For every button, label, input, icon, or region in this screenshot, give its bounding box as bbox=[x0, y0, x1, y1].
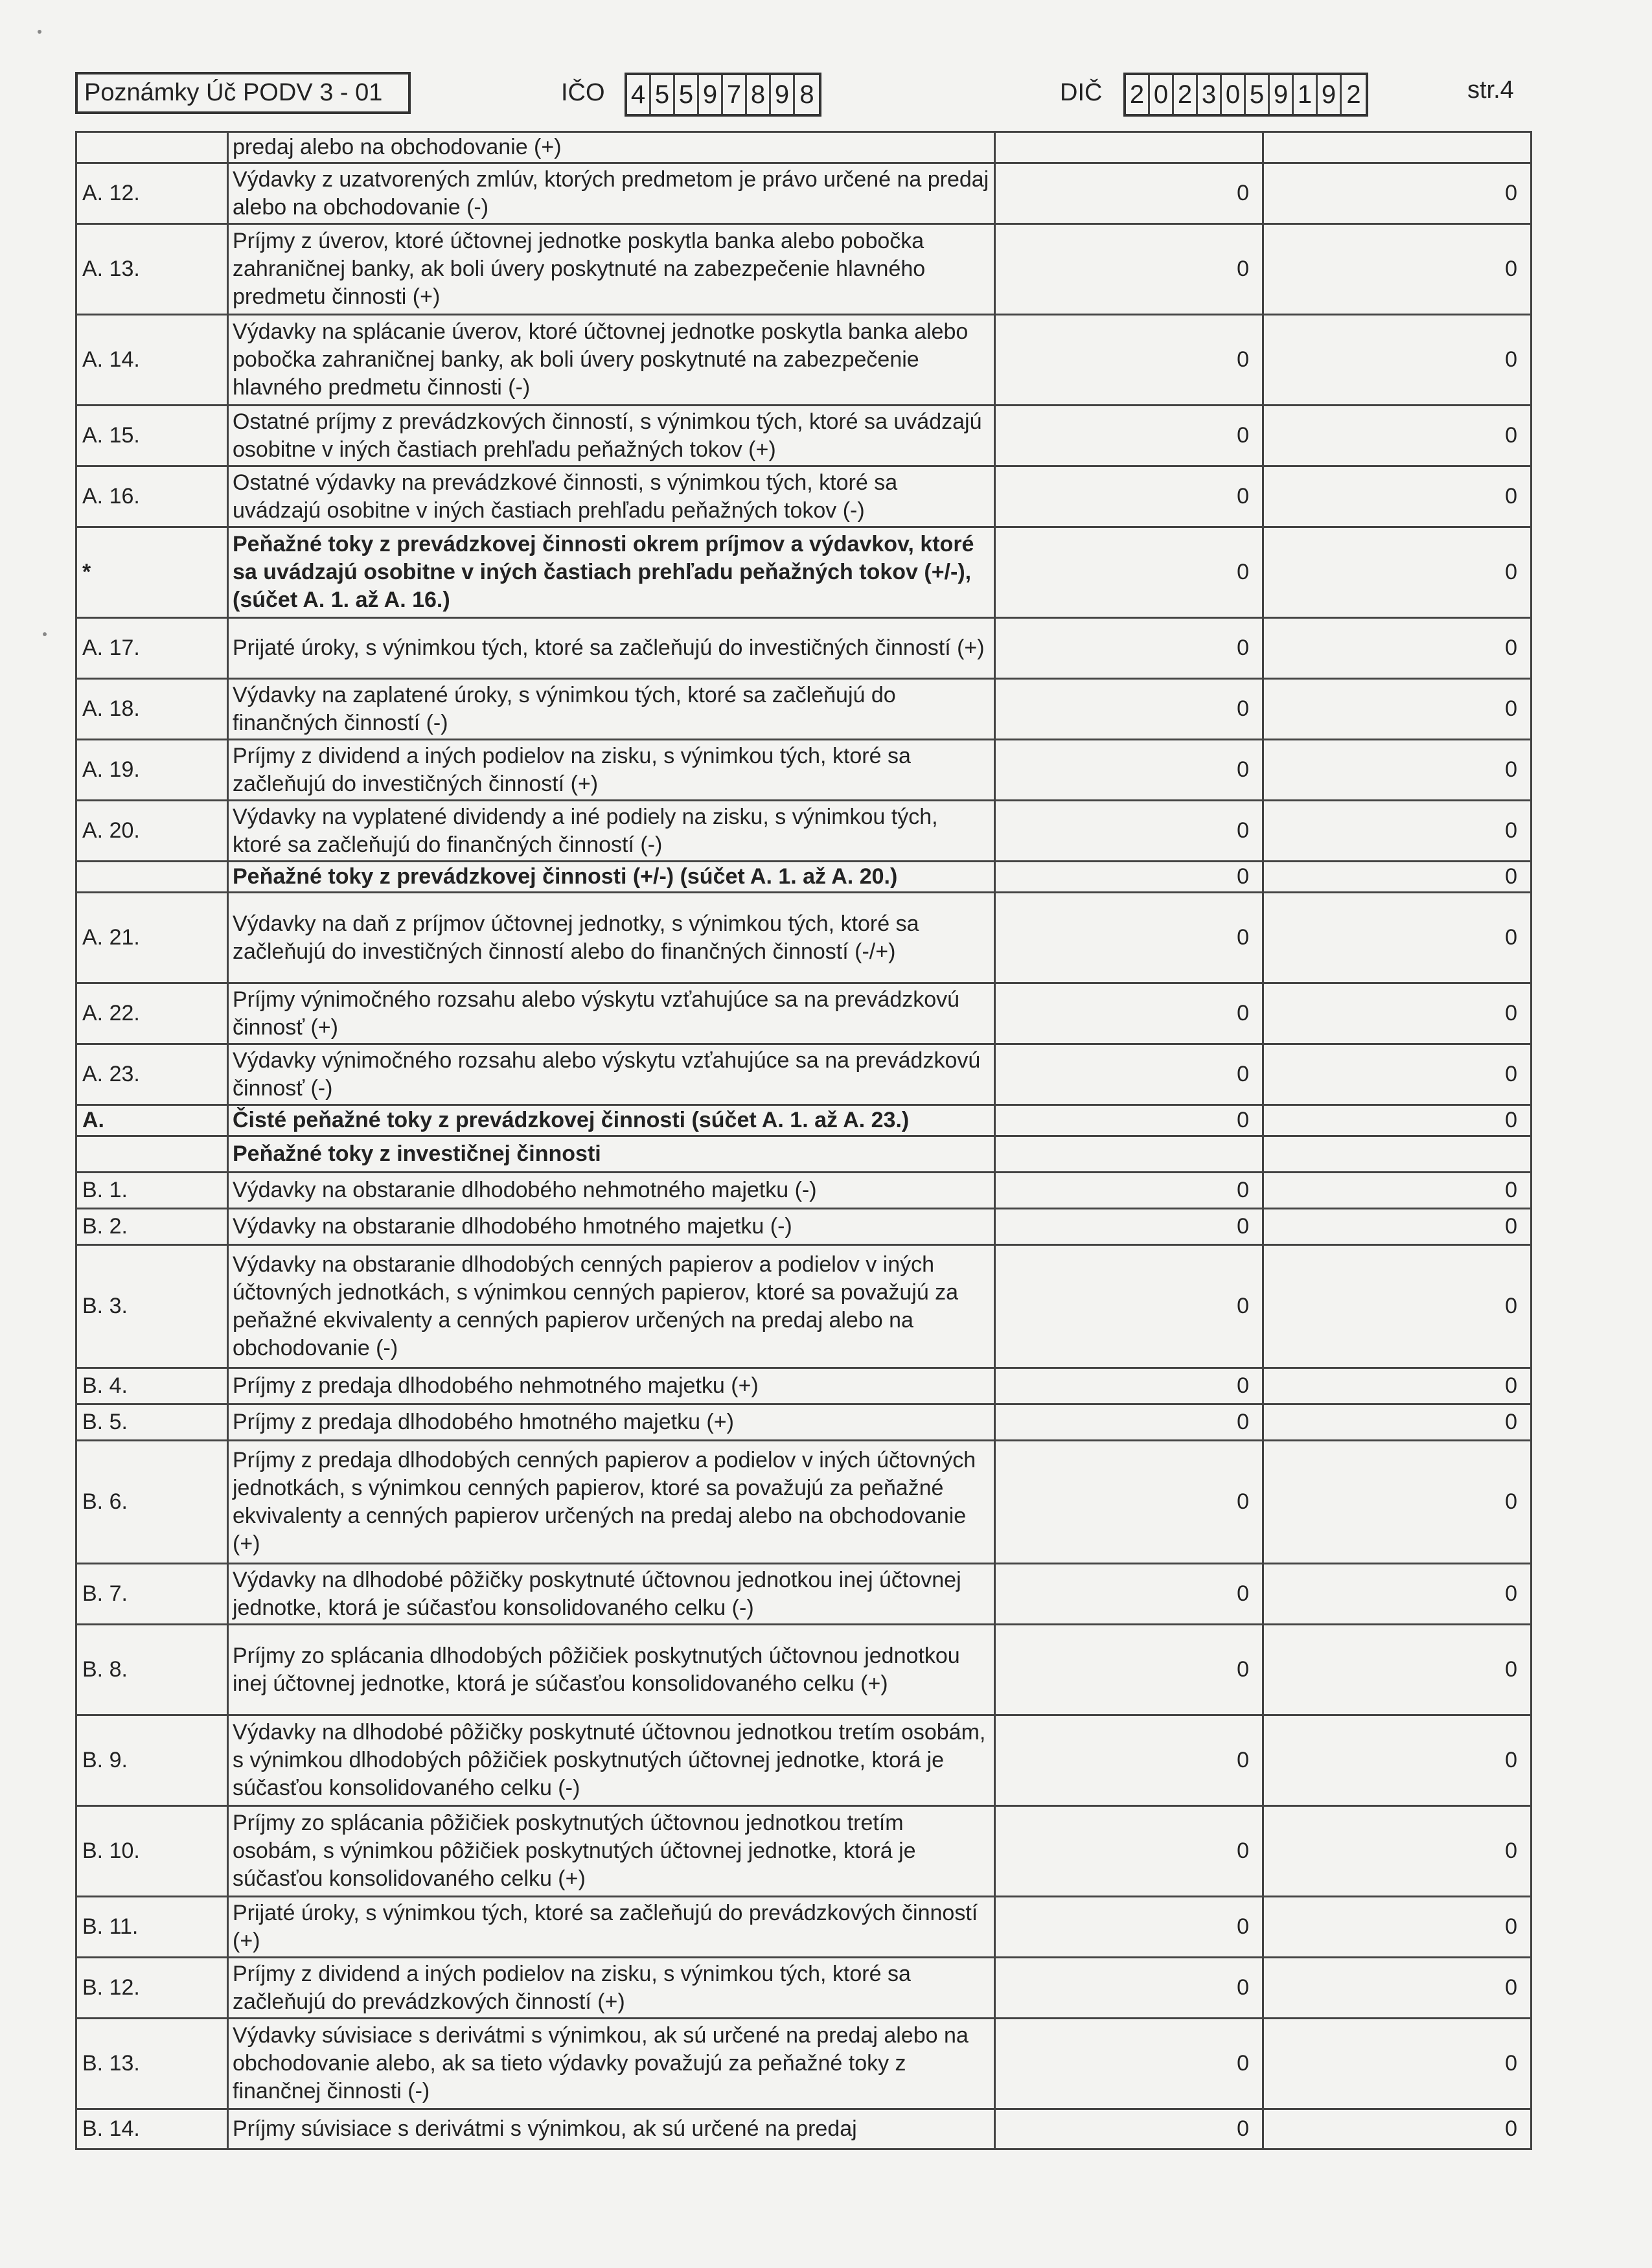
row-value-current: 0 bbox=[995, 224, 1263, 315]
row-value-current: 0 bbox=[995, 1958, 1263, 2019]
row-value-previous: 0 bbox=[1263, 862, 1532, 893]
row-value-current bbox=[995, 1136, 1263, 1173]
table-row bbox=[76, 1441, 1532, 1564]
row-value-current: 0 bbox=[995, 1404, 1263, 1441]
row-description: Prijaté úroky, s výnimkou tých, ktoré sa začleňujú do prevádzkových činností (+) bbox=[228, 1897, 995, 1958]
row-value-current: 0 bbox=[995, 1625, 1263, 1715]
row-value-current: 0 bbox=[995, 1209, 1263, 1245]
table-row bbox=[76, 983, 1532, 1044]
row-description: Výdavky výnimočného rozsahu alebo výskytu vzťahujúce sa na prevádzkovú činnosť (-) bbox=[228, 1044, 995, 1105]
row-value-current: 0 bbox=[995, 1044, 1263, 1105]
ico-label: IČO bbox=[561, 79, 605, 106]
digit-cell: 1 bbox=[1294, 75, 1318, 114]
digit-cell: 2 bbox=[1126, 75, 1150, 114]
row-description: Peňažné toky z prevádzkovej činnosti (+/-) (súčet A. 1. až A. 20.) bbox=[228, 862, 995, 893]
table-row bbox=[76, 1136, 1532, 1173]
row-value-previous: 0 bbox=[1263, 1897, 1532, 1958]
table-row bbox=[76, 163, 1532, 224]
row-description: Príjmy zo splácania pôžičiek poskytnutých účtovnou jednotkou tretím osobám, s výnimkou pôžičiek poskytnutých účtovnej jednotke, ktorá je súčasťou konsolidovaného celku (+) bbox=[228, 1806, 995, 1897]
row-value-current: 0 bbox=[995, 893, 1263, 983]
row-description: Výdavky na obstaranie dlhodobého nehmotného majetku (-) bbox=[228, 1173, 995, 1209]
row-code: B. 12. bbox=[76, 1958, 228, 2019]
row-value-previous: 0 bbox=[1263, 1715, 1532, 1806]
row-description: Výdavky na vyplatené dividendy a iné podiely na zisku, s výnimkou tých, ktoré sa začleňujú do finančných činností (-) bbox=[228, 801, 995, 862]
table-row bbox=[76, 2109, 1532, 2149]
digit-cell: 0 bbox=[1222, 75, 1246, 114]
table-row bbox=[76, 1245, 1532, 1368]
row-value-previous: 0 bbox=[1263, 1105, 1532, 1136]
row-value-current: 0 bbox=[995, 466, 1263, 527]
table-row bbox=[76, 1105, 1532, 1136]
row-value-previous: 0 bbox=[1263, 983, 1532, 1044]
row-value-current: 0 bbox=[995, 315, 1263, 406]
row-code: A. 12. bbox=[76, 163, 228, 224]
row-value-previous: 0 bbox=[1263, 740, 1532, 801]
row-code: B. 10. bbox=[76, 1806, 228, 1897]
dic-digit-box bbox=[1123, 73, 1368, 117]
row-code bbox=[76, 862, 228, 893]
row-description: Prijaté úroky, s výnimkou tých, ktoré sa začleňujú do investičných činností (+) bbox=[228, 618, 995, 679]
table-row bbox=[76, 315, 1532, 406]
row-code bbox=[76, 1136, 228, 1173]
row-value-current: 0 bbox=[995, 1806, 1263, 1897]
digit-cell: 8 bbox=[747, 75, 771, 114]
row-value-current: 0 bbox=[995, 618, 1263, 679]
row-code: B. 14. bbox=[76, 2109, 228, 2149]
row-value-current: 0 bbox=[995, 163, 1263, 224]
row-code: B. 11. bbox=[76, 1897, 228, 1958]
row-description: Výdavky na dlhodobé pôžičky poskytnuté účtovnou jednotkou tretím osobám, s výnimkou dlhodobých pôžičiek poskytnutých účtovnej jednotke, ktorá je súčasťou konsolidovaného celku (-) bbox=[228, 1715, 995, 1806]
row-value-previous: 0 bbox=[1263, 315, 1532, 406]
form-title: Poznámky Úč PODV 3 - 01 bbox=[75, 72, 411, 114]
row-value-previous: 0 bbox=[1263, 2109, 1532, 2149]
row-description: Výdavky na splácanie úverov, ktoré účtovnej jednotke poskytla banka alebo pobočka zahraničnej banky, ak boli úvery poskytnuté na zabezpečenie hlavného predmetu činnosti (-) bbox=[228, 315, 995, 406]
row-value-current: 0 bbox=[995, 1245, 1263, 1368]
row-value-current: 0 bbox=[995, 740, 1263, 801]
table-row bbox=[76, 1209, 1532, 1245]
page-number: str.4 bbox=[1467, 76, 1514, 104]
table-row bbox=[76, 618, 1532, 679]
row-value-previous: 0 bbox=[1263, 466, 1532, 527]
row-value-previous bbox=[1263, 1136, 1532, 1173]
row-description: Príjmy z úverov, ktoré účtovnej jednotke poskytla banka alebo pobočka zahraničnej banky, ak boli úvery poskytnuté na zabezpečenie hlavného predmetu činnosti (+) bbox=[228, 224, 995, 315]
table-row bbox=[76, 740, 1532, 801]
row-value-previous: 0 bbox=[1263, 1625, 1532, 1715]
table-row bbox=[76, 1404, 1532, 1441]
row-value-previous: 0 bbox=[1263, 224, 1532, 315]
table-row bbox=[76, 527, 1532, 618]
row-value-previous bbox=[1263, 132, 1532, 163]
row-code: A. 21. bbox=[76, 893, 228, 983]
digit-cell: 0 bbox=[1150, 75, 1174, 114]
row-code: B. 7. bbox=[76, 1564, 228, 1625]
row-value-previous: 0 bbox=[1263, 893, 1532, 983]
table-row bbox=[76, 1715, 1532, 1806]
table-row bbox=[76, 1806, 1532, 1897]
table-row bbox=[76, 1625, 1532, 1715]
row-code: B. 8. bbox=[76, 1625, 228, 1715]
row-code: A. 20. bbox=[76, 801, 228, 862]
scan-speck bbox=[38, 30, 41, 34]
row-value-previous: 0 bbox=[1263, 2019, 1532, 2109]
row-code: A. 13. bbox=[76, 224, 228, 315]
row-description: Peňažné toky z investičnej činnosti bbox=[228, 1136, 995, 1173]
row-value-current: 0 bbox=[995, 801, 1263, 862]
row-description: Výdavky na zaplatené úroky, s výnimkou tých, ktoré sa začleňujú do finančných činností (-) bbox=[228, 679, 995, 740]
row-description: Príjmy z predaja dlhodobých cenných papierov a podielov v iných účtovných jednotkách, s výnimkou cenných papierov, ktoré sa považujú za peňažné ekvivalenty a cenných papierov určených na predaj alebo na obchodovanie (+) bbox=[228, 1441, 995, 1564]
table-row bbox=[76, 679, 1532, 740]
row-description: Výdavky na obstaranie dlhodobých cenných papierov a podielov v iných účtovných jednotkách, s výnimkou cenných papierov, ktoré sa považujú za peňažné ekvivalenty a cenných papierov určených na predaj alebo na obchodovanie (-) bbox=[228, 1245, 995, 1368]
digit-cell: 9 bbox=[1318, 75, 1342, 114]
row-code: B. 9. bbox=[76, 1715, 228, 1806]
row-description: Príjmy z dividend a iných podielov na zisku, s výnimkou tých, ktoré sa začleňujú do prevádzkových činností (+) bbox=[228, 1958, 995, 2019]
row-code: B. 2. bbox=[76, 1209, 228, 1245]
row-value-current: 0 bbox=[995, 679, 1263, 740]
row-value-current: 0 bbox=[995, 1368, 1263, 1404]
digit-cell: 9 bbox=[699, 75, 723, 114]
table-row bbox=[76, 1897, 1532, 1958]
row-code: B. 4. bbox=[76, 1368, 228, 1404]
row-code: A. 15. bbox=[76, 406, 228, 466]
digit-cell: 2 bbox=[1346, 80, 1361, 109]
row-description: Výdavky na dlhodobé pôžičky poskytnuté účtovnou jednotkou inej účtovnej jednotke, ktorá je súčasťou konsolidovaného celku (-) bbox=[228, 1564, 995, 1625]
digit-cell: 5 bbox=[1246, 75, 1270, 114]
row-code bbox=[76, 132, 228, 163]
row-value-previous: 0 bbox=[1263, 801, 1532, 862]
row-code: B. 3. bbox=[76, 1245, 228, 1368]
row-value-current: 0 bbox=[995, 527, 1263, 618]
row-description: Príjmy výnimočného rozsahu alebo výskytu vzťahujúce sa na prevádzkovú činnosť (+) bbox=[228, 983, 995, 1044]
row-code: A. 19. bbox=[76, 740, 228, 801]
row-description: Výdavky na daň z príjmov účtovnej jednotky, s výnimkou tých, ktoré sa začleňujú do investičných činností alebo do finančných činností (-/+) bbox=[228, 893, 995, 983]
row-value-current bbox=[995, 132, 1263, 163]
row-value-previous: 0 bbox=[1263, 1368, 1532, 1404]
row-value-previous: 0 bbox=[1263, 679, 1532, 740]
table-row bbox=[76, 466, 1532, 527]
table-row bbox=[76, 1564, 1532, 1625]
row-code: A. 18. bbox=[76, 679, 228, 740]
table-row bbox=[76, 2019, 1532, 2109]
row-code: A. 14. bbox=[76, 315, 228, 406]
row-value-current: 0 bbox=[995, 862, 1263, 893]
row-description: Výdavky z uzatvorených zmlúv, ktorých predmetom je právo určené na predaj alebo na obchodovanie (-) bbox=[228, 163, 995, 224]
row-value-current: 0 bbox=[995, 2019, 1263, 2109]
row-value-current: 0 bbox=[995, 1897, 1263, 1958]
row-description: Príjmy z dividend a iných podielov na zisku, s výnimkou tých, ktoré sa začleňujú do investičných činností (+) bbox=[228, 740, 995, 801]
row-value-previous: 0 bbox=[1263, 1958, 1532, 2019]
row-description: Príjmy z predaja dlhodobého hmotného majetku (+) bbox=[228, 1404, 995, 1441]
dic-label: DIČ bbox=[1060, 79, 1103, 106]
row-value-current: 0 bbox=[995, 1173, 1263, 1209]
row-value-previous: 0 bbox=[1263, 527, 1532, 618]
table-row bbox=[76, 224, 1532, 315]
row-code: A. 17. bbox=[76, 618, 228, 679]
digit-cell: 9 bbox=[1270, 75, 1294, 114]
table-row bbox=[76, 801, 1532, 862]
digit-cell: 5 bbox=[675, 75, 699, 114]
table-row bbox=[76, 1958, 1532, 2019]
row-value-previous: 0 bbox=[1263, 1044, 1532, 1105]
row-code: B. 6. bbox=[76, 1441, 228, 1564]
row-value-current: 0 bbox=[995, 1441, 1263, 1564]
row-value-previous: 0 bbox=[1263, 1173, 1532, 1209]
row-description: Príjmy z predaja dlhodobého nehmotného majetku (+) bbox=[228, 1368, 995, 1404]
row-value-previous: 0 bbox=[1263, 1564, 1532, 1625]
row-value-previous: 0 bbox=[1263, 618, 1532, 679]
row-value-previous: 0 bbox=[1263, 406, 1532, 466]
row-value-current: 0 bbox=[995, 1564, 1263, 1625]
row-code: B. 1. bbox=[76, 1173, 228, 1209]
row-code: A. 22. bbox=[76, 983, 228, 1044]
row-value-current: 0 bbox=[995, 2109, 1263, 2149]
row-value-previous: 0 bbox=[1263, 1404, 1532, 1441]
table-row bbox=[76, 862, 1532, 893]
row-value-previous: 0 bbox=[1263, 163, 1532, 224]
digit-cell: 8 bbox=[799, 80, 814, 109]
row-value-previous: 0 bbox=[1263, 1441, 1532, 1564]
row-description: Príjmy súvisiace s derivátmi s výnimkou, ak sú určené na predaj bbox=[228, 2109, 995, 2149]
row-value-current: 0 bbox=[995, 983, 1263, 1044]
table-row bbox=[76, 893, 1532, 983]
scan-speck bbox=[43, 632, 47, 636]
row-description: Ostatné výdavky na prevádzkové činnosti, s výnimkou tých, ktoré sa uvádzajú osobitne v iných častiach prehľadu peňažných tokov (-) bbox=[228, 466, 995, 527]
row-code: B. 13. bbox=[76, 2019, 228, 2109]
row-code: A. bbox=[76, 1105, 228, 1136]
row-value-current: 0 bbox=[995, 406, 1263, 466]
row-value-previous: 0 bbox=[1263, 1806, 1532, 1897]
table-row bbox=[76, 406, 1532, 466]
row-description: Ostatné príjmy z prevádzkových činností, s výnimkou tých, ktoré sa uvádzajú osobitne v iných častiach prehľadu peňažných tokov (+) bbox=[228, 406, 995, 466]
table-row bbox=[76, 1368, 1532, 1404]
digit-cell: 2 bbox=[1174, 75, 1198, 114]
digit-cell: 5 bbox=[651, 75, 675, 114]
row-description: Výdavky na obstaranie dlhodobého hmotného majetku (-) bbox=[228, 1209, 995, 1245]
digit-cell: 3 bbox=[1198, 75, 1222, 114]
row-code: A. 16. bbox=[76, 466, 228, 527]
digit-cell: 7 bbox=[723, 75, 747, 114]
table-row bbox=[76, 1173, 1532, 1209]
cash-flow-table bbox=[75, 131, 1532, 2150]
row-description: Peňažné toky z prevádzkovej činnosti okrem príjmov a výdavkov, ktoré sa uvádzajú osobitne v iných častiach prehľadu peňažných tokov (+/-), (súčet A. 1. až A. 16.) bbox=[228, 527, 995, 618]
digit-cell: 4 bbox=[627, 75, 651, 114]
table-row bbox=[76, 1044, 1532, 1105]
row-value-previous: 0 bbox=[1263, 1245, 1532, 1368]
row-description: Čisté peňažné toky z prevádzkovej činnosti (súčet A. 1. až A. 23.) bbox=[228, 1105, 995, 1136]
row-value-current: 0 bbox=[995, 1715, 1263, 1806]
row-description: predaj alebo na obchodovanie (+) bbox=[228, 132, 995, 163]
row-value-current: 0 bbox=[995, 1105, 1263, 1136]
row-code: B. 5. bbox=[76, 1404, 228, 1441]
table-row bbox=[76, 132, 1532, 163]
row-code: A. 23. bbox=[76, 1044, 228, 1105]
digit-cell: 9 bbox=[771, 75, 795, 114]
ico-digit-box bbox=[625, 73, 821, 117]
row-description: Výdavky súvisiace s derivátmi s výnimkou, ak sú určené na predaj alebo na obchodovanie alebo, ak sa tieto výdavky považujú za peňažné toky z finančnej činnosti (-) bbox=[228, 2019, 995, 2109]
row-code: * bbox=[76, 527, 228, 618]
row-value-previous: 0 bbox=[1263, 1209, 1532, 1245]
row-description: Príjmy zo splácania dlhodobých pôžičiek poskytnutých účtovnou jednotkou inej účtovnej jednotke, ktorá je súčasťou konsolidovaného celku (+) bbox=[228, 1625, 995, 1715]
